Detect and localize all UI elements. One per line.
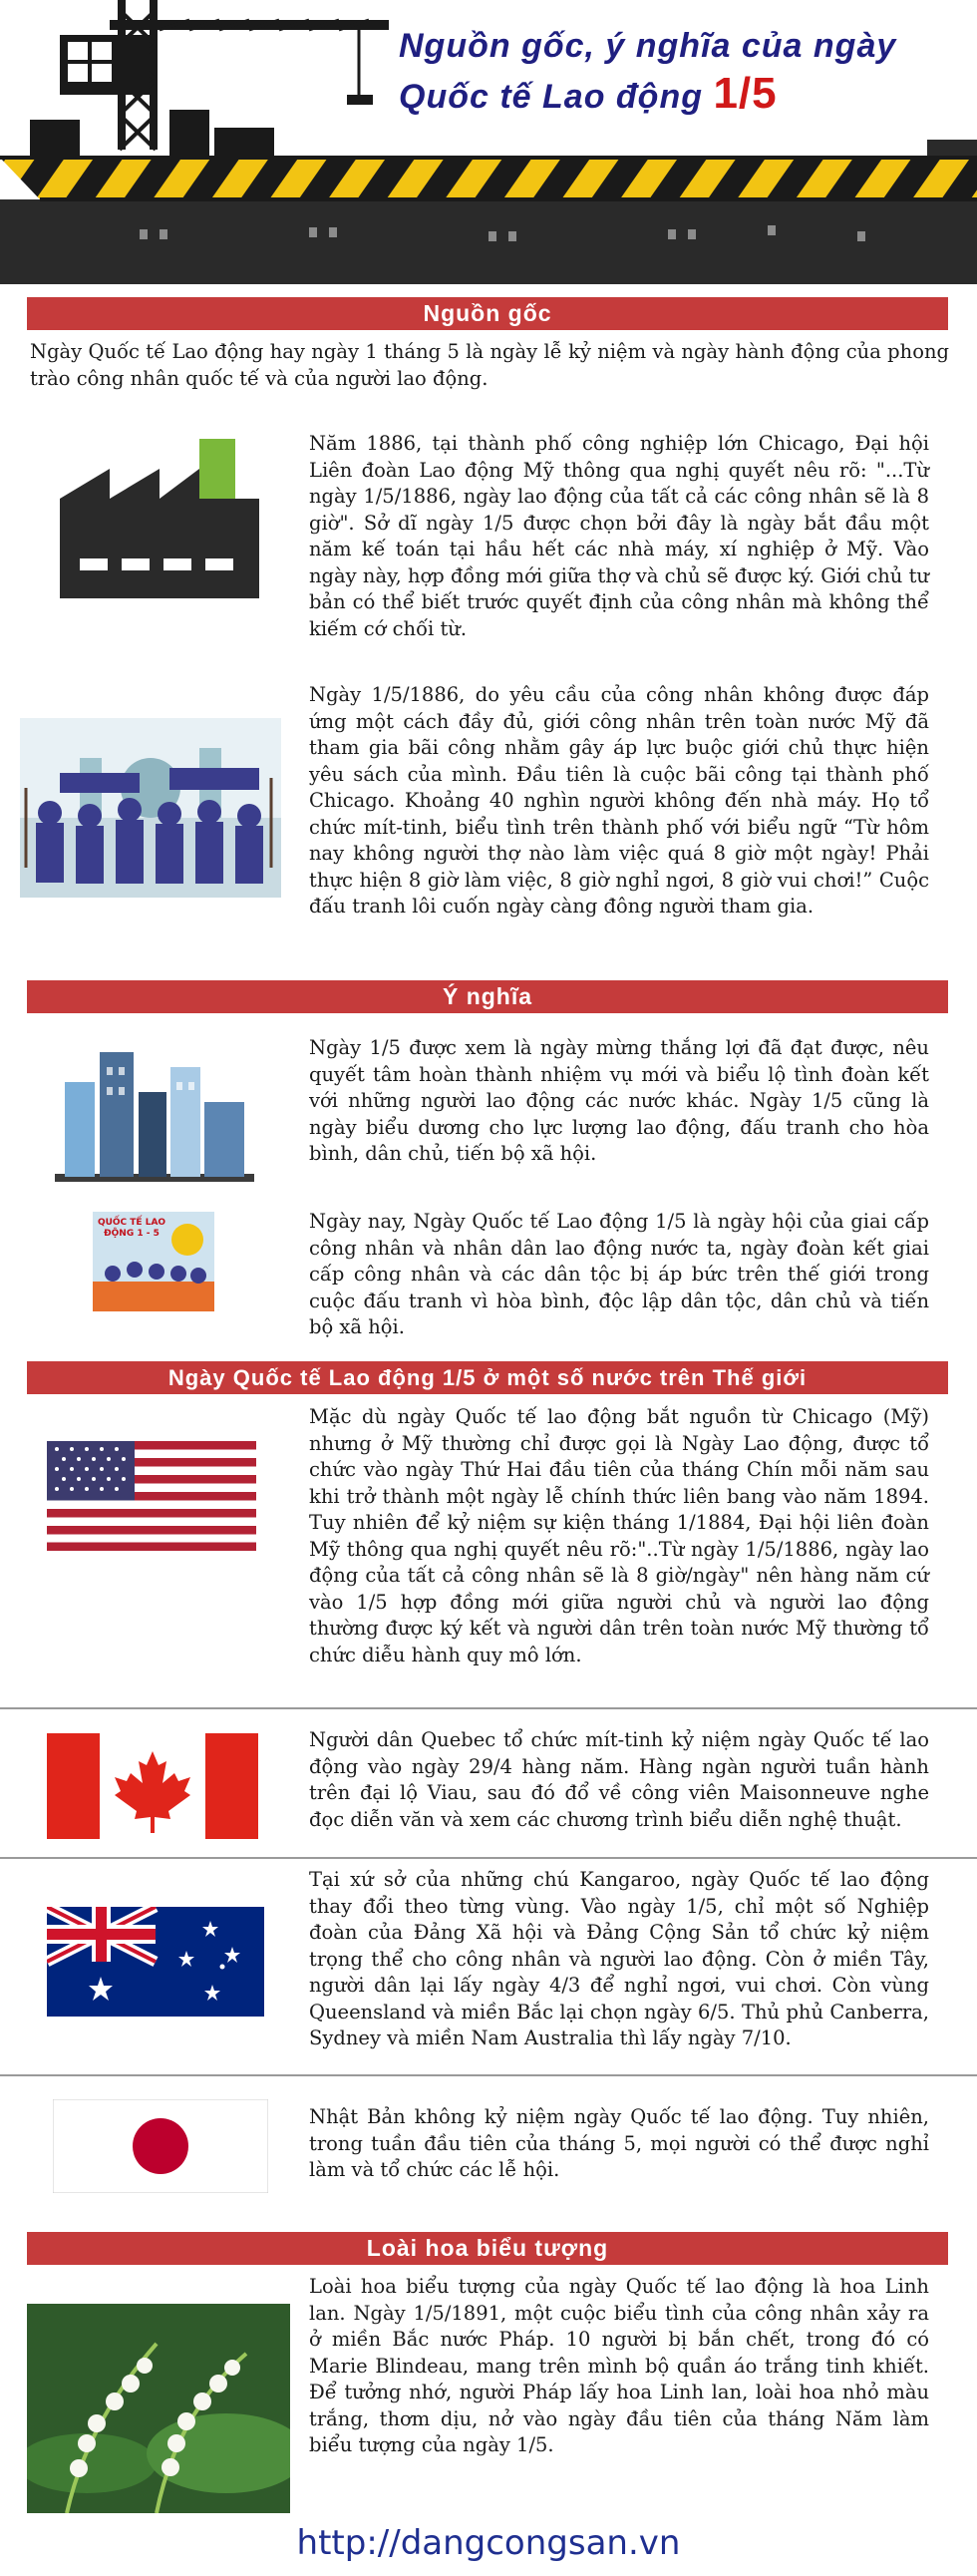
divider [0,2074,977,2076]
strike-crowd-illustration [20,718,281,898]
meaning-paragraph-1: Ngày 1/5 được xem là ngày mừng thắng lợi đã đạt được, nêu quyết tâm hoàn thành nhiệm vụ mới và biểu lộ tình đoàn kết với những người lao động các nước khác. Ngày 1/5 cũng là ngày biểu dương cho lực lượng lao động, đấu tranh cho hòa bình, dân chủ, tiến bộ xã hội. [309,1036,929,1165]
australia-paragraph: Tại xứ sở của những chú Kangaroo, ngày Quốc tế lao động thay đổi theo từng vùng. Vào ngày 1/5, chỉ một số Nghiệp đoàn của Đảng Xã hội và Đảng Cộng Sản tổ chức kỷ niệm trọng thể cho công nhân và người lao động. Còn ở miền Tây, người dân lại lấy ngày 4/3 để nghỉ ngơi, vui chơi. Còn vùng Queensland và miền Bắc lại chọn ngày 6/5. Thủ phủ Canberra, Sydney và miền Nam Australia thì lấy ngày 7/10. [309,1868,929,2049]
origin-intro: Ngày Quốc tế Lao động hay ngày 1 tháng 5 là ngày lễ kỷ niệm và ngày hành động của phong trào công nhân quốc tế và của người lao động. [30,340,949,390]
section-header-meaning: Ý nghĩa [27,980,948,1013]
origin-paragraph-1: Năm 1886, tại thành phố công nghiệp lớn Chicago, Đại hội Liên đoàn Lao động Mỹ thông qua nghị quyết nêu rõ: "...Từ ngày 1/5/1886, ngày lao động của tất cả các công nhân sẽ là 8 giờ". Sở dĩ ngày 1/5 được chọn bởi đây là ngày bắt đầu một năm kế toán tại hầu hết các nhà máy, xí nghiệp ở Mỹ. Vào ngày này, hợp đồng mới giữa thợ và chủ sẽ được ký. Giới chủ tư bản có thể biết trước quyết định của công nhân mà không thể kiếm cớ chối từ. [309,432,929,640]
japan-paragraph: Nhật Bản không kỷ niệm ngày Quốc tế lao động. Tuy nhiên, trong tuần đầu tiên của tháng 5, mọi người có thể được nghỉ làm và tổ chức các lễ hội. [309,2105,929,2181]
page-title [399,22,967,121]
title-line-1: Nguồn gốc, ý nghĩa của ngày [399,27,897,65]
usa-paragraph: Mặc dù ngày Quốc tế lao động bắt nguồn từ Chicago (Mỹ) nhưng ở Mỹ thường chỉ được gọi là Ngày Lao động, được tổ chức vào ngày Thứ Hai đầu tiên của tháng Chín mỗi năm sau khi trở thành một ngày lễ chính thức liên bang vào năm 1894. Tuy nhiên để kỷ niệm sự kiện tháng 1/1884, Đại hội liên đoàn Mỹ thông qua nghị quyết nêu rõ:"..Từ ngày 1/5/1886, ngày lao động của tất cả công nhân sẽ là 8 giờ/ngày" nên hàng năm cứ vào 1/5 hợp đồng mới giữa người chủ và người lao động thường được ký kết và người dân trên toàn nước Mỹ thường tổ chức diễu hành quy mô lớn. [309,1405,929,1666]
flower-paragraph: Loài hoa biểu tượng của ngày Quốc tế lao động là hoa Linh lan. Ngày 1/5/1891, một cuộc biểu tình của công nhân xảy ra ở miền Bắc nước Pháp. 10 người bị bắn chết, trong đó có Marie Blindeau, mang trên mình bộ quần áo trắng tinh khiết. Để tưởng nhớ, người Pháp lấy hoa Linh lan, loài hoa nhỏ màu trắng, thơm dịu, nở vào ngày đầu tiên của tháng Năm làm biểu tượng của ngày 1/5. [309,2275,929,2456]
header-banner [0,0,977,284]
canada-flag [47,1733,258,1839]
labor-day-poster [93,1212,214,1311]
title-date: 1/5 [713,69,778,118]
section-header-countries: Ngày Quốc tế Lao động 1/5 ở một số nước trên Thế giới [27,1361,948,1394]
city-skyline-icon [55,1032,254,1182]
title-line-2-text: Quốc tế Lao động [399,78,703,116]
factory-icon [60,439,269,598]
lily-of-the-valley-photo [27,2304,290,2513]
section-header-flower: Loài hoa biểu tượng [27,2232,948,2265]
canada-paragraph: Người dân Quebec tổ chức mít-tinh kỷ niệm ngày Quốc tế lao động vào ngày 29/4 hàng năm. Hàng ngàn người tuần hành trên đại lộ Viau, sau đó đổ về công viên Maisonneuve nghe đọc diễn văn và xem các chương trình biểu diễn nghệ thuật. [309,1728,929,1831]
section-header-origin: Nguồn gốc [27,297,948,330]
divider [0,1707,977,1709]
poster-text: QUỐC TẾ LAO ĐỘNG 1 - 5 [97,1218,166,1239]
usa-flag [47,1441,256,1551]
footer-url[interactable]: http://dangcongsan.vn [296,2523,681,2563]
title-line-2 [399,70,967,121]
meaning-paragraph-2: Ngày nay, Ngày Quốc tế Lao động 1/5 là ngày hội của giai cấp công nhân và nhân dân lao động nước ta, ngày đoàn kết giai cấp công nhân và các dân tộc bị áp bức trên thế giới trong cuộc đấu tranh vì hòa bình, độc lập dân tộc, dân chủ và tiến bộ xã hội. [309,1210,929,1338]
japan-flag [53,2099,268,2193]
australia-flag [47,1907,264,2017]
origin-paragraph-2: Ngày 1/5/1886, do yêu cầu của công nhân không được đáp ứng một cách đầy đủ, giới công nhân trên toàn nước Mỹ đã tham gia bãi công nhằm gây áp lực buộc giới chủ thực hiện yêu sách của mình. Đầu tiên là cuộc bãi công tại thành phố Chicago. Khoảng 40 nghìn người không đến nhà máy. Họ tổ chức mít-tinh, biểu tình trên thành phố với biểu ngữ “Từ hôm nay không người thợ nào làm việc quá 8 giờ một ngày! Phải thực hiện 8 giờ làm việc, 8 giờ nghỉ ngơi, 8 giờ vui chơi!” Cuộc đấu tranh lôi cuốn ngày càng đông người tham gia. [309,683,929,918]
divider [0,1857,977,1859]
